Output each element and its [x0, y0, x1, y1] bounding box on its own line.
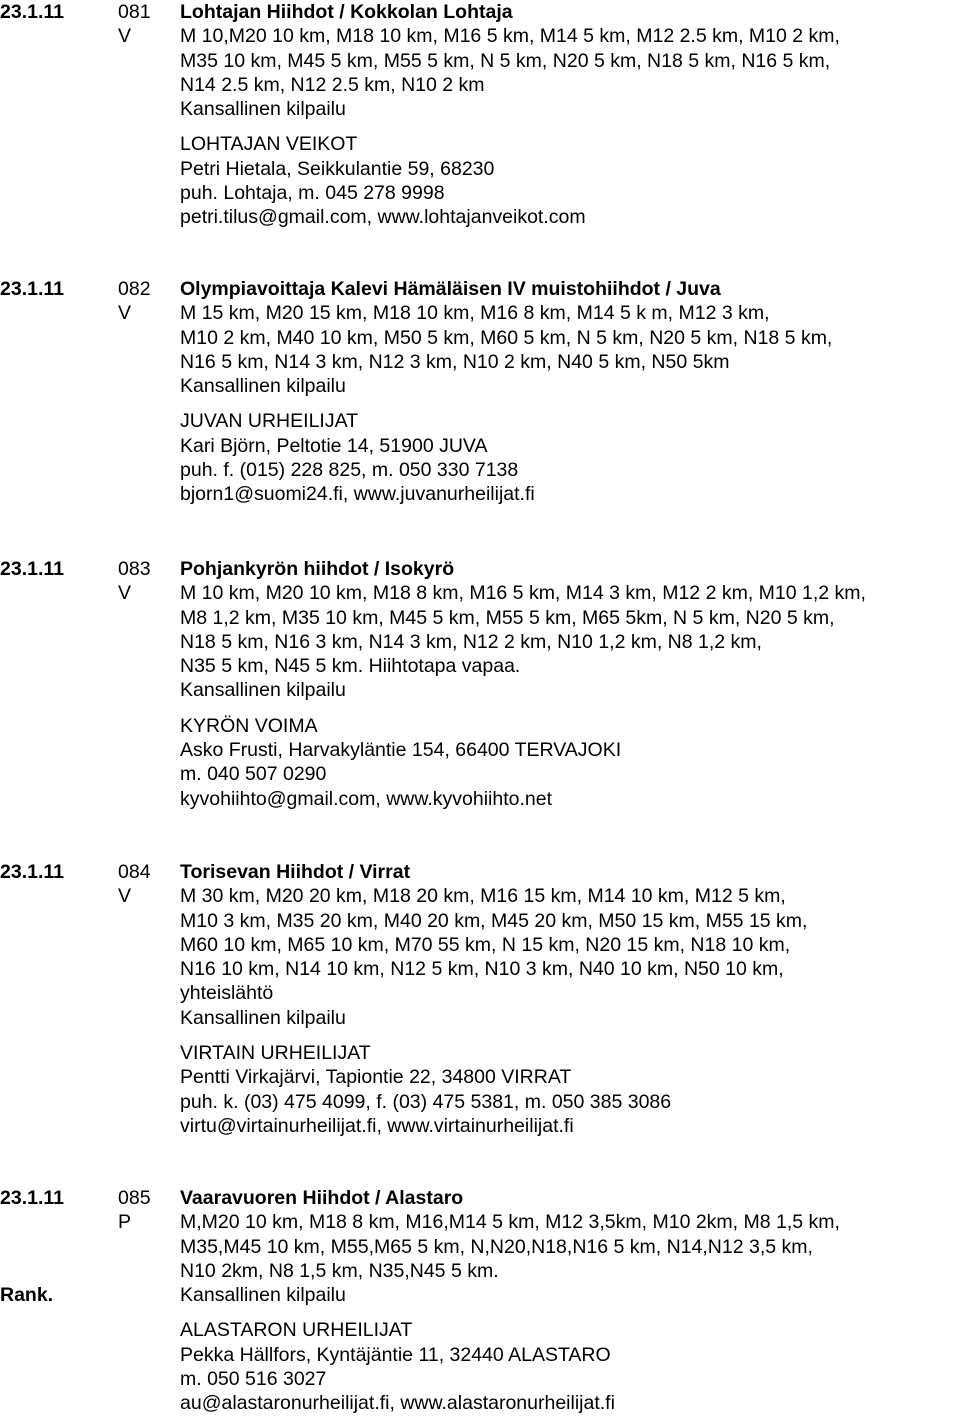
event-classes-line: M 10 km, M20 10 km, M18 8 km, M16 5 km, M14 3 km, M12 2 km, M10 1,2 km,: [180, 582, 866, 605]
organizer-address: Kari Björn, Peltotie 14, 51900 JUVA: [180, 434, 488, 457]
event-code: V: [118, 582, 132, 605]
event-date: 23.1.11: [0, 278, 64, 300]
event-classes-line: M 10,M20 10 km, M18 10 km, M16 5 km, M14 5 km, M12 2.5 km, M10 2 km,: [180, 25, 840, 48]
event-date: 23.1.11: [0, 1187, 64, 1209]
event-classes-line: M35 10 km, M45 5 km, M55 5 km, N 5 km, N20 5 km, N18 5 km, N16 5 km,: [180, 49, 831, 72]
event-classes-line: M60 10 km, M65 10 km, M70 55 km, N 15 km, N20 15 km, N18 10 km,: [180, 933, 791, 956]
event-title: Torisevan Hiihdot / Virrat: [180, 861, 411, 883]
event-details: [180, 557, 960, 811]
event-number-block: [118, 860, 172, 909]
organizer-phone: m. 040 507 0290: [180, 763, 327, 786]
event-title: Vaaravuoren Hiihdot / Alastaro: [180, 1187, 464, 1209]
organizer-phone: m. 050 516 3027: [180, 1368, 327, 1391]
ranking-label: Rank.: [0, 1284, 54, 1306]
event-classes-line: M10 3 km, M35 20 km, M40 20 km, M45 20 km, M50 15 km, M55 15 km,: [180, 909, 808, 932]
event-number-block: [118, 0, 172, 49]
event-title: Pohjankyrön hiihdot / Isokyrö: [180, 558, 455, 580]
organizer-address: Pentti Virkajärvi, Tapiontie 22, 34800 VIRRAT: [180, 1066, 572, 1089]
event-level: Kansallinen kilpailu: [180, 1284, 346, 1307]
event-classes-line: N10 2km, N8 1,5 km, N35,N45 5 km.: [180, 1259, 499, 1282]
event-classes-line: yhteislähtö: [180, 982, 274, 1005]
event-code: V: [118, 302, 132, 325]
event-number: 082: [118, 278, 151, 300]
organizer-phone: puh. Lohtaja, m. 045 278 9998: [180, 182, 445, 205]
organizer-web[interactable]: virtu@virtainurheilijat.fi, www.virtainurheilijat.fi: [180, 1114, 574, 1137]
event-classes-line: N16 10 km, N14 10 km, N12 5 km, N10 3 km, N40 10 km, N50 10 km,: [180, 958, 784, 981]
event-classes-line: N14 2.5 km, N12 2.5 km, N10 2 km: [180, 73, 485, 96]
event-classes-line: M35,M45 10 km, M55,M65 5 km, N,N20,N18,N16 5 km, N14,N12 3,5 km,: [180, 1235, 813, 1258]
event-title: Lohtajan Hiihdot / Kokkolan Lohtaja: [180, 1, 513, 23]
organizer-club: ALASTARON URHEILIJAT: [180, 1319, 413, 1342]
event-number: 084: [118, 861, 151, 883]
event-details: [180, 860, 960, 1138]
event-number-block: [118, 277, 172, 326]
organizer-address: Pekka Hällfors, Kyntäjäntie 11, 32440 ALASTARO: [180, 1343, 611, 1366]
event-classes-line: N16 5 km, N14 3 km, N12 3 km, N10 2 km, N40 5 km, N50 5km: [180, 350, 730, 373]
organizer-web[interactable]: bjorn1@suomi24.fi, www.juvanurheilijat.fi: [180, 483, 535, 506]
event-classes-line: N18 5 km, N16 3 km, N14 3 km, N12 2 km, N10 1,2 km, N8 1,2 km,: [180, 630, 762, 653]
event-classes-line: N35 5 km, N45 5 km. Hiihtotapa vapaa.: [180, 655, 521, 678]
event-date: 23.1.11: [0, 558, 64, 580]
event-classes-line: M 15 km, M20 15 km, M18 10 km, M16 8 km, M14 5 k m, M12 3 km,: [180, 302, 770, 325]
event-classes-line: M10 2 km, M40 10 km, M50 5 km, M60 5 km, N 5 km, N20 5 km, N18 5 km,: [180, 326, 833, 349]
organizer-address: Asko Frusti, Harvakyläntie 154, 66400 TERVAJOKI: [180, 739, 622, 762]
event-title: Olympiavoittaja Kalevi Hämäläisen IV muistohiihdot / Juva: [180, 278, 721, 300]
event-level: Kansallinen kilpailu: [180, 375, 346, 398]
organizer-web[interactable]: petri.tilus@gmail.com, www.lohtajanveikot.com: [180, 206, 586, 229]
event-code: V: [118, 885, 132, 908]
event-details: [180, 1186, 960, 1416]
event-number: 081: [118, 1, 151, 23]
event-classes-line: M8 1,2 km, M35 10 km, M45 5 km, M55 5 km, M65 5km, N 5 km, N20 5 km,: [180, 606, 835, 629]
event-code: V: [118, 25, 132, 48]
organizer-phone: puh. f. (015) 228 825, m. 050 330 7138: [180, 459, 519, 482]
event-code: P: [118, 1211, 132, 1234]
organizer-address: Petri Hietala, Seikkulantie 59, 68230: [180, 157, 495, 180]
event-classes-line: M 30 km, M20 20 km, M18 20 km, M16 15 km, M14 10 km, M12 5 km,: [180, 885, 786, 908]
event-date: 23.1.11: [0, 1, 64, 23]
event-details: [180, 277, 960, 507]
organizer-club: VIRTAIN URHEILIJAT: [180, 1042, 371, 1065]
event-number-block: [118, 1186, 172, 1235]
event-level: Kansallinen kilpailu: [180, 679, 346, 702]
event-details: [180, 0, 960, 230]
organizer-web[interactable]: kyvohiihto@gmail.com, www.kyvohiihto.net: [180, 787, 553, 810]
organizer-club: JUVAN URHEILIJAT: [180, 410, 359, 433]
organizer-phone: puh. k. (03) 475 4099, f. (03) 475 5381, m. 050 385 3086: [180, 1090, 672, 1113]
organizer-club: KYRÖN VOIMA: [180, 714, 318, 737]
event-number-block: [118, 557, 172, 606]
event-level: Kansallinen kilpailu: [180, 1006, 346, 1029]
event-classes-line: M,M20 10 km, M18 8 km, M16,M14 5 km, M12 3,5km, M10 2km, M8 1,5 km,: [180, 1211, 840, 1234]
organizer-web[interactable]: au@alastaronurheilijat.fi, www.alastaronurheilijat.fi: [180, 1392, 615, 1415]
event-number: 083: [118, 558, 151, 580]
organizer-club: LOHTAJAN VEIKOT: [180, 133, 358, 156]
event-level: Kansallinen kilpailu: [180, 98, 346, 121]
event-number: 085: [118, 1187, 151, 1209]
event-date: 23.1.11: [0, 861, 64, 883]
